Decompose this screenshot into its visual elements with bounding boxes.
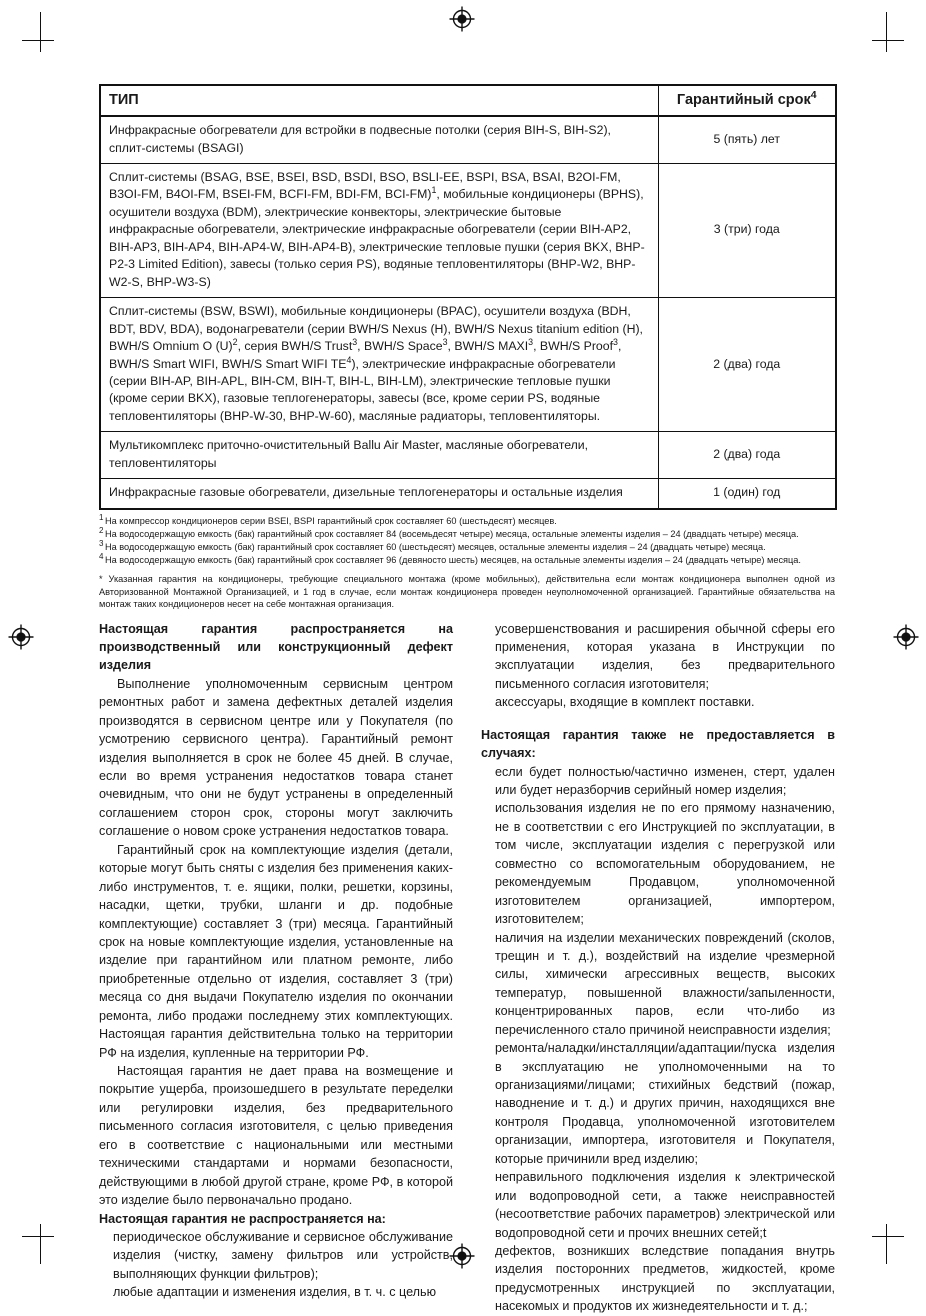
cell-type: Мультикомплекс приточно-очистительный Ballu Air Master, масляные обогреватели, тепловентиляторы: [100, 432, 658, 479]
cell-term: 2 (два) года: [658, 432, 836, 479]
column-header-type: ТИП: [100, 85, 658, 116]
table-row: [100, 432, 836, 479]
table-row: [100, 298, 836, 432]
paragraph-repair-terms: Выполнение уполномоченным сервисным центром ремонтных работ и замена дефектных деталей изделия производятся в сервисном центре или у Покупателя (по усмотрению сервисного центра). Гарантийный ремонт изделия выполняется в срок не более 45 дней. В случае, если во время устранения недостатков товара станет очевидным, что они не будут устранены в определенный соглашением сторон срок, стороны могут заключить соглашение о новом сроке устранения недостатков товара.: [99, 676, 453, 839]
crop-mark-bottom-right-vertical: [886, 1224, 887, 1264]
case-item: неправильного подключения изделия к электрической или водопроводной сети, а также неисправностей (несоответствие рабочих параметров) электрической или водопроводной сети и прочих внешних сетей;t: [495, 1170, 835, 1240]
registration-mark-right: [893, 624, 919, 650]
exclusion-item-continued: усовершенствования и расширения обычной сферы его применения, которая указана в Инструкции по эксплуатации изделия, без предварительного письменного согласия изготовителя;: [495, 621, 835, 691]
case-item: ремонта/наладки/инсталляции/адаптации/пуска изделия в эксплуатацию не уполномоченными на то организациями/лицами; стихийных бедствий (пожар, наводнение и т. д.) и других причин, находящихся вне контроля Продавца, уполномоченной изготовителем организации, импортера, изготовителя и Покупателя, которые причинили вред изделию;: [495, 1041, 835, 1166]
cell-term: 2 (два) года: [658, 298, 836, 432]
cell-type: Сплит-системы (BSW, BSWI), мобильные кондиционеры (BPAC), осушители воздуха (BDH, BDT, BDV, BDA), водонагреватели (серии BWH/S Nexus (H), BWH/S Nexus titanium edition (H), BWH/S Omnium O $(U)^2$, серия BWH/S Trust$^3$, BWH/S Space$^3$, BWH/S MAXI$^3$, BWH/S Proof$^3$, BWH/S Smart WIFI, BWH/S Smart WIFI $TE^4$), электрические инфракрасные обогреватели (серии BIH-AP, BIH-APL, BIH-CM, BIH-T, BIH-L, BIH-LM), электрические тепловые пушки (кроме серии BKX), газовые теплогенераторы, завесы (все, кроме серии PS, водяные тепловентиляторы (BHP-W-30, BHP-W-60), масляные радиаторы, тепловентиляторы.: [100, 298, 658, 432]
crop-mark-top-right-horizontal: [872, 40, 904, 41]
crop-mark-bottom-left-horizontal: [22, 1236, 54, 1237]
page-content: [99, 84, 835, 1316]
cell-term: 1 (один) год: [658, 479, 836, 509]
crop-mark-top-left-horizontal: [22, 40, 54, 41]
footnote: [99, 525, 835, 541]
footnote: [99, 541, 835, 554]
two-column-body: [99, 620, 835, 1316]
table-row: [100, 479, 836, 509]
left-column: [99, 620, 453, 1316]
exclusion-item: аксессуары, входящие в комплект поставки.: [495, 695, 755, 710]
table-row: [100, 164, 836, 298]
table-row: [100, 116, 836, 163]
footnote-text: На водосодержащую емкость (бак) гарантийный срок составляет 60 (шестьдесят) месяцев, остальные элементы изделия – 24 (двадцать четыре) месяца.: [104, 542, 766, 553]
crop-mark-bottom-right-horizontal: [872, 1236, 904, 1237]
case-item: дефектов, возникших вследствие попадания внутрь изделия посторонних предметов, жидкостей, кроме предусмотренных инструкцией по эксплуатации, насекомых и продуктов их жизнедеятельности и т. д.;: [495, 1243, 835, 1314]
crop-mark-bottom-left-vertical: [40, 1224, 41, 1264]
column-header-term-label: Гарантийный срок: [676, 92, 811, 108]
footnote-marker: 1: [99, 512, 104, 522]
cell-term: 3 (три) года: [658, 164, 836, 298]
cell-type: Сплит-системы (BSAG, BSE, BSEI, BSD, BSDI, BSO, BSLI-EE, BSPI, BSA, BSAI, B2OI-FM, B3OI-FM, B4OI-FM, BSEI-FM, BCFI-FM, BDI-FM, BCI-FM)$^1$, мобильные кондиционеры (BPHS), осушители воздуха (BDM), электрические конвекторы, электрические бытовые инфракрасные обогреватели, электрические инфракрасные обогреватели (серии BIH-AP2, BIH-AP3, BIH-AP4, BIH-AP4-W, BIH-AP4-B), электрические тепловые пушки (серия BKX, BHP-P2-3 Limited Edition), завесы (только серия PS), водяные тепловентиляторы (BHP-W2, BHP-W2-S, BHP-W3-S): [100, 164, 658, 298]
registration-mark-left: [8, 624, 34, 650]
footnote-marker: 3: [99, 539, 104, 549]
table-header-row: [100, 85, 836, 116]
section-heading-exclusions: Настоящая гарантия не распространяется на:: [99, 1211, 386, 1226]
footnote-marker: 2: [99, 525, 104, 535]
footnotes-block: [99, 512, 835, 611]
column-header-term-superscript: 4: [810, 90, 817, 102]
cell-type: Инфракрасные обогреватели для встройки в подвесные потолки (серия BIH-S, BIH-S2), сплит-системы (BSAGI): [100, 116, 658, 163]
section-heading-not-provided-cases: Настоящая гарантия также не предоставляется в случаях:: [481, 727, 835, 761]
section-heading-coverage: Настоящая гарантия распространяется на производственный или конструкционный дефект изделия: [99, 621, 453, 673]
footnote-text: На водосодержащую емкость (бак) гарантийный срок составляет 96 (девяносто шесть) месяцев, на остальные элементы изделия – 24 (двадцать четыре) месяца.: [104, 555, 801, 566]
cell-type: Инфракрасные газовые обогреватели, дизельные теплогенераторы и остальные изделия: [100, 479, 658, 509]
exclusion-item: периодическое обслуживание и сервисное обслуживание изделия (чистку, замену фильтров или устройств, выполняющих функции фильтров);: [113, 1229, 453, 1281]
crop-mark-top-left-vertical: [40, 12, 41, 52]
column-header-term: [658, 85, 836, 116]
case-item: наличия на изделии механических повреждений (сколов, трещин и т. д.), воздействий на изделие чрезмерной силы, химически агрессивных веществ, высоких температур, повышенной влажности/запыленности, концентрированных паров, если что-либо из перечисленного стало причиной неисправности изделия;: [495, 930, 835, 1037]
case-item: если будет полностью/частично изменен, стерт, удален или будет неразборчив серийный номер изделия;: [495, 764, 835, 798]
warranty-terms-table: [99, 84, 837, 510]
right-column: [481, 620, 835, 1316]
footnote: [99, 512, 835, 528]
case-item: использования изделия не по его прямому назначению, не в соответствии с его Инструкцией по эксплуатации, в том числе, эксплуатации изделия с перегрузкой или совместно со вспомогательным оборудованием, не рекомендуемым Продавцом, уполномоченной изготовителем организацией, импортером, изготовителем;: [495, 801, 835, 927]
footnote-marker: 4: [99, 552, 104, 562]
paragraph-component-warranty: Гарантийный срок на комплектующие изделия (детали, которые могут быть сняты с изделия без применения каких-либо инструментов, т. е. ящики, полки, решетки, корзины, насадки, щетки, трубки, шланги и др. подобные комплектующие) составляет 3 (три) месяца. Гарантийный срок на новые комплектующие изделия, установленные на изделие при гарантийном или платном ремонте, либо приобретенные отдельно от изделия, составляет 3 (три) месяца со дня выдачи Покупателю изделия по окончании ремонта, либо продажи последнему этих комплектующих. Настоящая гарантия действительна только на территории РФ на изделия, купленные на территории РФ.: [99, 842, 453, 1060]
footnote: [99, 554, 835, 567]
registration-mark-top: [449, 6, 475, 32]
exclusion-item: любые адаптации и изменения изделия, в т. ч. с целью: [113, 1285, 437, 1300]
footnote-text: На водосодержащую емкость (бак) гарантийный срок составляет 84 (восемьдесят четыре) месяца, остальные элементы изделия – 24 (двадцать четыре) месяца.: [104, 528, 799, 539]
cell-term: 5 (пять) лет: [658, 116, 836, 163]
paragraph-no-damage-compensation: Настоящая гарантия не дает права на возмещение и покрытие ущерба, произошедшего в результате переделки или регулировки изделия, без предварительного письменного согласия изготовителя, с целью приведения его в соответствие с национальными или местными техническими стандартами и нормами безопасности, действующими в любой другой стране, кроме РФ, в которой это изделие было первоначально продано.: [99, 1064, 453, 1208]
footnote-asterisk: * Указанная гарантия на кондиционеры, требующие специального монтажа (кроме мобильных), действительна если монтаж кондиционера выполнен одной из Авторизованной Монтажной Организацией, и 1 год в случае, если монтаж кондиционера проведен неуполномоченной организацией. Гарантийные обязательства на монтаж таких кондиционеров несет на себе монтажная организация.: [99, 573, 835, 610]
footnote-text: На компрессор кондиционеров серии BSEI, BSPI гарантийный срок составляет 60 (шестьдесят) месяцев.: [104, 515, 557, 526]
crop-mark-top-right-vertical: [886, 12, 887, 52]
